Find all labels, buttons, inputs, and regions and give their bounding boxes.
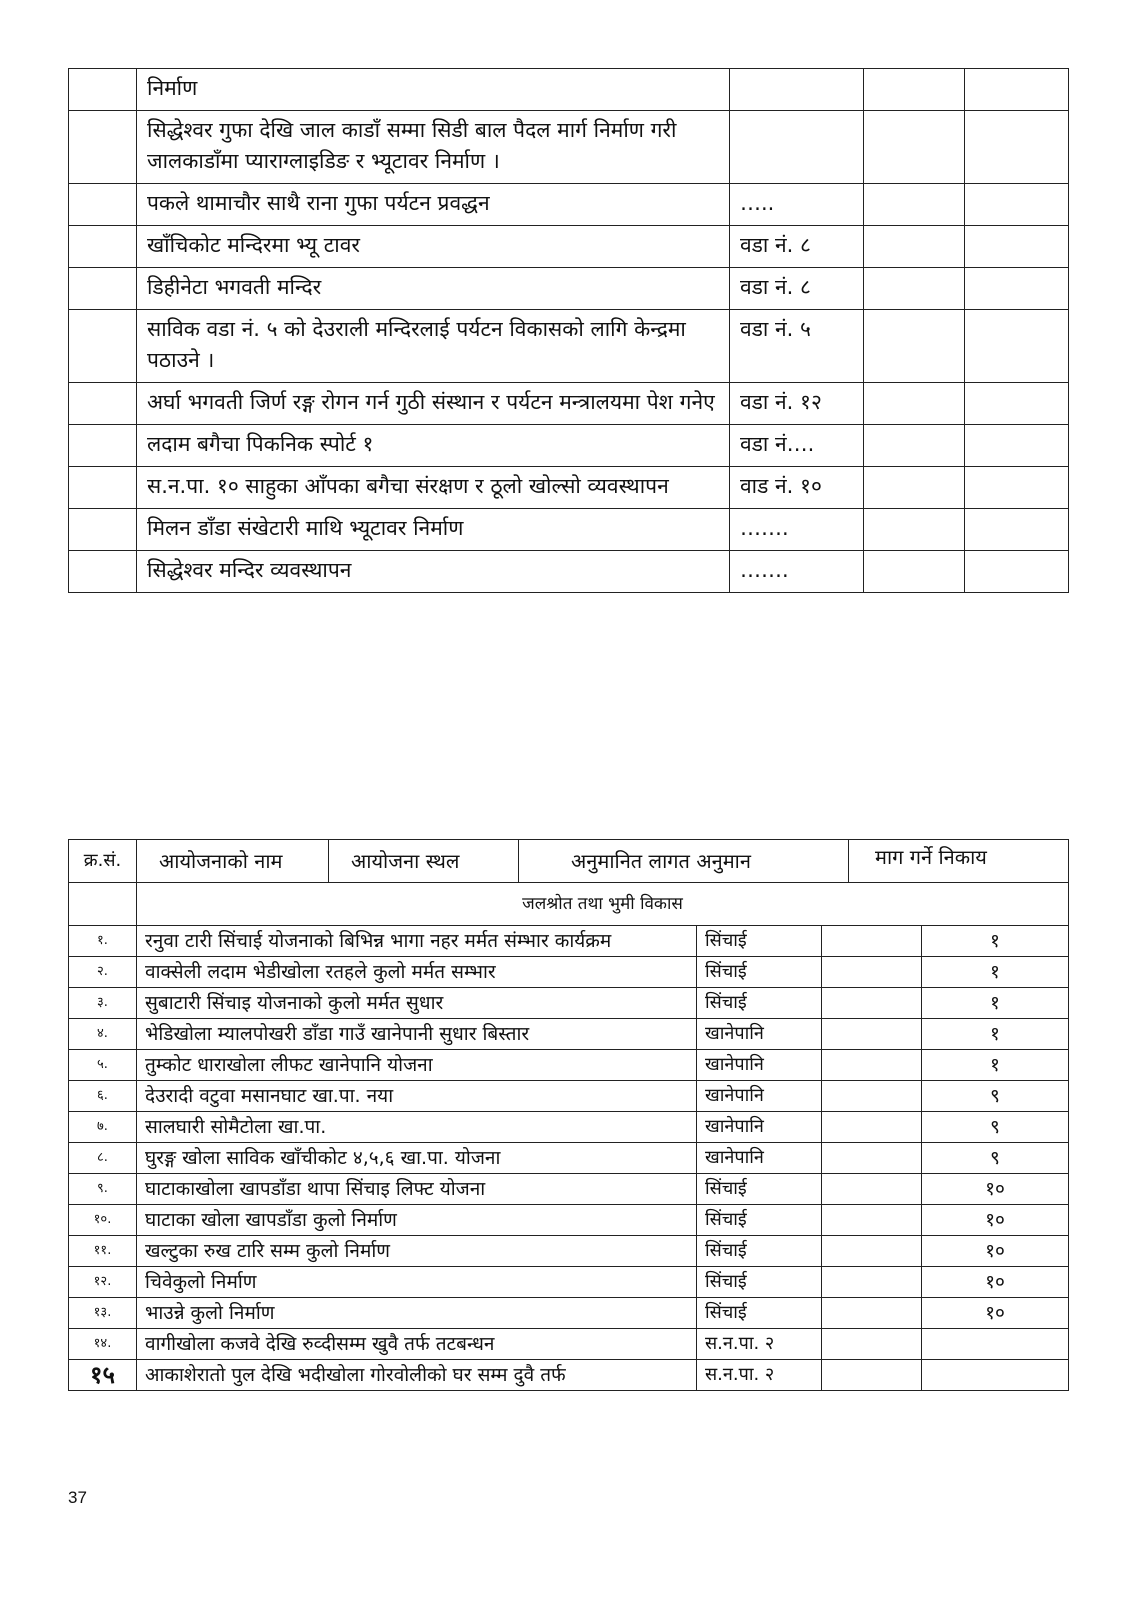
empty-cell — [864, 226, 965, 268]
empty-cell — [864, 268, 965, 310]
header-estimated-cost: अनुमानित लागत अनुमान — [519, 840, 849, 882]
project-name-cell: लदाम बगैचा पिकनिक स्पोर्ट १ — [137, 425, 730, 467]
table-row — [69, 1019, 1069, 1050]
ward-number-cell: १ — [922, 1019, 1069, 1050]
category-cell: सिंचाई — [697, 1267, 822, 1298]
serial-number-cell: ६. — [69, 1081, 137, 1112]
empty-cell — [822, 1112, 922, 1143]
empty-cell — [864, 184, 965, 226]
empty-cell — [822, 1205, 922, 1236]
empty-cell — [965, 226, 1069, 268]
category-cell: सिंचाई — [697, 1205, 822, 1236]
category-cell: सिंचाई — [697, 957, 822, 988]
table-row — [69, 1267, 1069, 1298]
serial-cell — [69, 551, 137, 593]
empty-cell — [822, 1174, 922, 1205]
project-name-cell: निर्माण — [137, 69, 730, 111]
table-row — [69, 425, 1069, 467]
project-name-cell: घाटाकाखोला खापडाँडा थापा सिंचाइ लिफ्ट योजना — [137, 1174, 697, 1205]
empty-cell — [822, 957, 922, 988]
ward-number-cell: १ — [922, 1050, 1069, 1081]
project-name-cell: देउरादी वटुवा मसानघाट खा.पा. नया — [137, 1081, 697, 1112]
tourism-projects-table — [68, 68, 1069, 593]
table-row — [69, 1081, 1069, 1112]
header-project-place: आयोजना स्थल — [329, 840, 519, 882]
serial-cell — [69, 425, 137, 467]
serial-number-cell: १४. — [69, 1329, 137, 1360]
ward-cell: वाड नं. १० — [730, 467, 864, 509]
project-name-cell: भेडिखोला म्यालपोखरी डाँडा गाउँ खानेपानी सुधार बिस्तार — [137, 1019, 697, 1050]
ward-cell: वडा नं…. — [730, 425, 864, 467]
category-cell: खानेपानि — [697, 1112, 822, 1143]
project-name-cell: स.न.पा. १० साहुका आँपका बगैचा संरक्षण र ठूलो खोल्सो व्यवस्थापन — [137, 467, 730, 509]
serial-number-cell: ७. — [69, 1112, 137, 1143]
header-serial: क्र.सं. — [69, 840, 137, 883]
section-title: जलश्रोत तथा भुमी विकास — [137, 883, 1069, 926]
project-name-cell: पकले थामाचौर साथै राना गुफा पर्यटन प्रवद्धन — [137, 184, 730, 226]
project-name-cell: खाँचिकोट मन्दिरमा भ्यू टावर — [137, 226, 730, 268]
empty-cell — [864, 425, 965, 467]
table-row — [69, 1205, 1069, 1236]
ward-number-cell — [922, 1329, 1069, 1360]
empty-cell — [864, 310, 965, 383]
empty-cell — [965, 509, 1069, 551]
serial-cell — [69, 111, 137, 184]
ward-number-cell: १० — [922, 1298, 1069, 1329]
serial-cell — [69, 226, 137, 268]
empty-cell — [822, 988, 922, 1019]
category-cell: खानेपानि — [697, 1081, 822, 1112]
serial-cell — [69, 69, 137, 111]
table-row — [69, 988, 1069, 1019]
table-row — [69, 1174, 1069, 1205]
empty-cell — [965, 467, 1069, 509]
serial-number-cell: १. — [69, 926, 137, 957]
serial-number-cell: १२. — [69, 1267, 137, 1298]
header-requesting-agency: माग गर्ने निकाय — [875, 845, 987, 869]
tourism-projects-body — [69, 69, 1069, 593]
project-name-cell: तुम्कोट धाराखोला लीफट खानेपानि योजना — [137, 1050, 697, 1081]
serial-number-cell: १०. — [69, 1205, 137, 1236]
project-name-cell: चिवेकुलो निर्माण — [137, 1267, 697, 1298]
project-name-cell: घुरङ्ग खोला साविक खाँचीकोट ४,५,६ खा.पा. योजना — [137, 1143, 697, 1174]
empty-cell — [822, 1329, 922, 1360]
ward-number-cell: ९ — [922, 1081, 1069, 1112]
table-row — [69, 1050, 1069, 1081]
category-cell: खानेपानि — [697, 1050, 822, 1081]
water-resources-body — [69, 840, 1069, 1391]
ward-cell: वडा नं. १२ — [730, 383, 864, 425]
empty-cell — [864, 551, 965, 593]
table-row — [69, 111, 1069, 184]
header-project-name: आयोजनाको नाम — [137, 840, 329, 882]
category-cell: खानेपानि — [697, 1143, 822, 1174]
serial-cell — [69, 383, 137, 425]
empty-cell — [822, 1081, 922, 1112]
project-name-cell: अर्घा भगवती जिर्ण रङ्ग रोगन गर्न गुठी संस्थान र पर्यटन मन्त्रालयमा पेश गनेए — [137, 383, 730, 425]
ward-number-cell: ९ — [922, 1112, 1069, 1143]
empty-cell — [965, 268, 1069, 310]
project-name-cell: साविक वडा नं. ५ को देउराली मन्दिरलाई पर्यटन विकासको लागि केन्द्रमा पठाउने । — [137, 310, 730, 383]
category-cell: सिंचाई — [697, 1236, 822, 1267]
project-name-cell: खल्टुका रुख टारि सम्म कुलो निर्माण — [137, 1236, 697, 1267]
empty-cell — [822, 1019, 922, 1050]
category-cell: स.न.पा. २ — [697, 1360, 822, 1391]
ward-cell: वडा नं. ८ — [730, 226, 864, 268]
project-name-cell: डिहीनेटा भगवती मन्दिर — [137, 268, 730, 310]
ward-number-cell: १० — [922, 1205, 1069, 1236]
serial-number-cell: २. — [69, 957, 137, 988]
serial-cell — [69, 310, 137, 383]
table-header-row — [69, 840, 1069, 883]
table-row — [69, 184, 1069, 226]
empty-cell — [822, 1050, 922, 1081]
empty-cell — [965, 551, 1069, 593]
project-name-cell: वाक्सेली लदाम भेडीखोला रतहले कुलो मर्मत सम्भार — [137, 957, 697, 988]
ward-number-cell: १० — [922, 1236, 1069, 1267]
ward-cell: ……. — [730, 551, 864, 593]
category-cell: स.न.पा. २ — [697, 1329, 822, 1360]
empty-cell — [822, 926, 922, 957]
ward-number-cell: १ — [922, 957, 1069, 988]
empty-cell — [822, 1298, 922, 1329]
project-name-cell: रनुवा टारी सिंचाई योजनाको बिभिन्न भागा नहर मर्मत संम्भार कार्यक्रम — [137, 926, 697, 957]
category-cell: खानेपानि — [697, 1019, 822, 1050]
table-row — [69, 383, 1069, 425]
empty-cell — [822, 1360, 922, 1391]
empty-cell — [864, 111, 965, 184]
project-name-cell: सालघारी सोमैटोला खा.पा. — [137, 1112, 697, 1143]
empty-cell — [965, 111, 1069, 184]
empty-cell — [864, 383, 965, 425]
empty-cell — [822, 1143, 922, 1174]
ward-number-cell: १० — [922, 1174, 1069, 1205]
table-row — [69, 310, 1069, 383]
serial-number-cell: ९. — [69, 1174, 137, 1205]
empty-cell — [864, 509, 965, 551]
serial-cell — [69, 467, 137, 509]
serial-number-cell: ४. — [69, 1019, 137, 1050]
category-cell: सिंचाई — [697, 926, 822, 957]
project-name-cell: सिद्धेश्वर गुफा देखि जाल काडाँ सम्मा सिडी बाल पैदल मार्ग निर्माण गरी जालकाडाँमा प्याराग्लाइडिङ र भ्यूटावर निर्माण । — [137, 111, 730, 184]
empty-cell — [965, 310, 1069, 383]
empty-cell — [822, 1267, 922, 1298]
table-row — [69, 1236, 1069, 1267]
serial-number-cell: १५ — [69, 1360, 137, 1391]
ward-cell: वडा नं. ८ — [730, 268, 864, 310]
project-name-cell: आकाशेरातो पुल देखि भदीखोला गोरवोलीको घर सम्म दुवै तर्फ — [137, 1360, 697, 1391]
empty-cell — [864, 467, 965, 509]
serial-number-cell: ११. — [69, 1236, 137, 1267]
serial-cell — [69, 268, 137, 310]
ward-number-cell — [922, 1360, 1069, 1391]
serial-number-cell: ५. — [69, 1050, 137, 1081]
project-name-cell: सिद्धेश्वर मन्दिर व्यवस्थापन — [137, 551, 730, 593]
project-name-cell: सुबाटारी सिंचाइ योजनाको कुलो मर्मत सुधार — [137, 988, 697, 1019]
project-name-cell: भाउन्ने कुलो निर्माण — [137, 1298, 697, 1329]
empty-cell — [965, 69, 1069, 111]
serial-number-cell: ८. — [69, 1143, 137, 1174]
table-row — [69, 1329, 1069, 1360]
ward-cell: ….. — [730, 184, 864, 226]
ward-cell — [730, 69, 864, 111]
ward-cell: वडा नं. ५ — [730, 310, 864, 383]
project-name-cell: वागीखोला कजवे देखि रुव्दीसम्म खुवै तर्फ तटबन्धन — [137, 1329, 697, 1360]
table-row — [69, 467, 1069, 509]
serial-cell — [69, 509, 137, 551]
serial-number-cell: ३. — [69, 988, 137, 1019]
category-cell: सिंचाई — [697, 1298, 822, 1329]
empty-cell — [822, 1236, 922, 1267]
table-row — [69, 551, 1069, 593]
table-row — [69, 69, 1069, 111]
ward-cell — [730, 111, 864, 184]
section-empty-cell — [69, 883, 137, 926]
table-row — [69, 1360, 1069, 1391]
category-cell: सिंचाई — [697, 988, 822, 1019]
table-row — [69, 957, 1069, 988]
empty-cell — [864, 69, 965, 111]
ward-number-cell: १ — [922, 988, 1069, 1019]
category-cell: सिंचाई — [697, 1174, 822, 1205]
serial-cell — [69, 184, 137, 226]
project-name-cell: घाटाका खोला खापडाँडा कुलो निर्माण — [137, 1205, 697, 1236]
section-row — [69, 883, 1069, 926]
table-row — [69, 509, 1069, 551]
table-row — [69, 926, 1069, 957]
table-row — [69, 226, 1069, 268]
empty-cell — [965, 184, 1069, 226]
water-resources-table — [68, 839, 1069, 1391]
ward-number-cell: ९ — [922, 1143, 1069, 1174]
empty-cell — [965, 425, 1069, 467]
serial-number-cell: १३. — [69, 1298, 137, 1329]
ward-number-cell: १० — [922, 1267, 1069, 1298]
table-row — [69, 1143, 1069, 1174]
page-number: 37 — [68, 1488, 87, 1507]
ward-cell: ……. — [730, 509, 864, 551]
table-row — [69, 1112, 1069, 1143]
table-row — [69, 1298, 1069, 1329]
project-name-cell: मिलन डाँडा संखेटारी माथि भ्यूटावर निर्माण — [137, 509, 730, 551]
empty-cell — [965, 383, 1069, 425]
ward-number-cell: १ — [922, 926, 1069, 957]
table-row — [69, 268, 1069, 310]
header-group — [137, 840, 1069, 883]
